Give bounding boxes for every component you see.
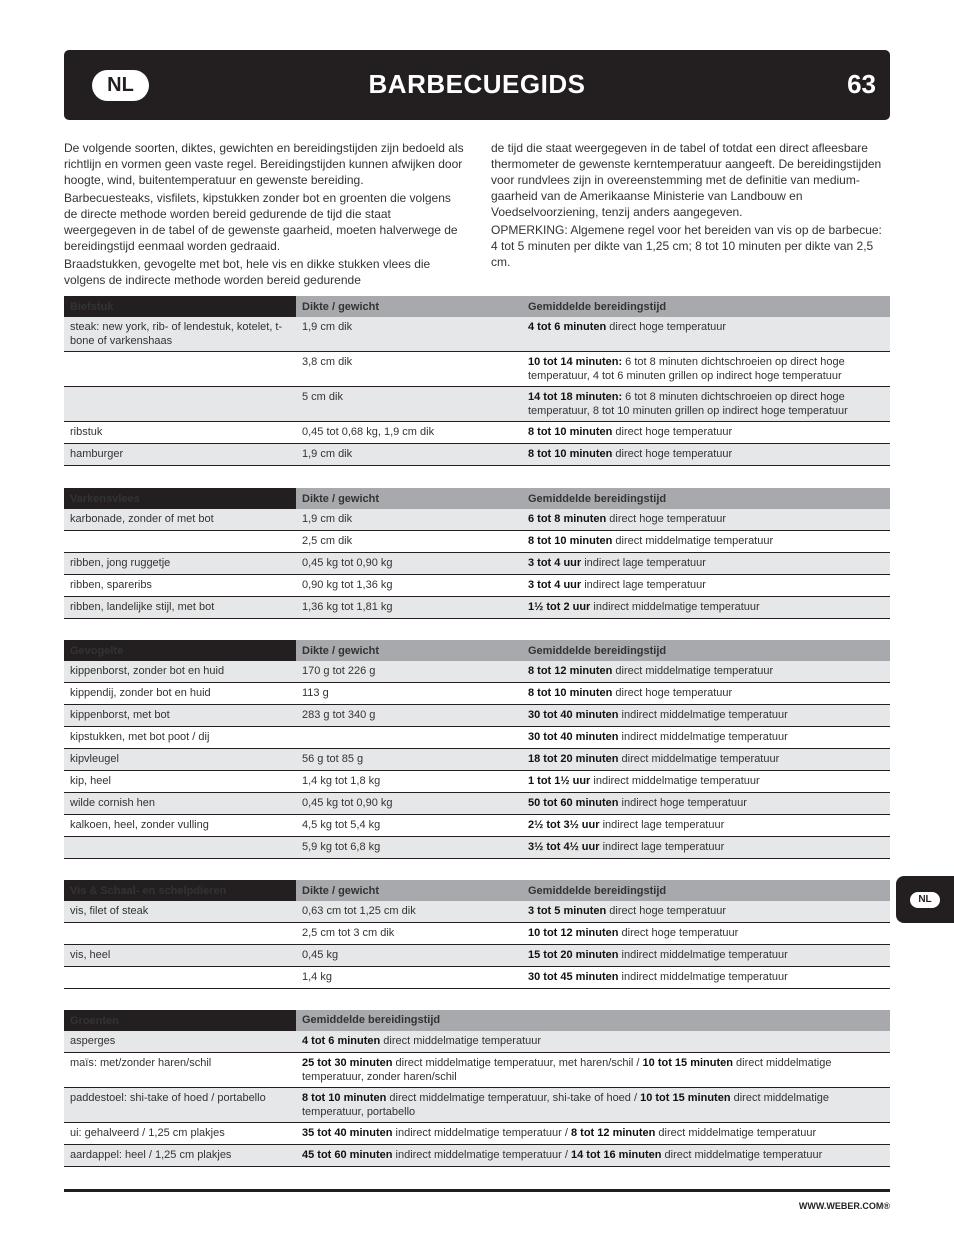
- row-time: [522, 509, 890, 530]
- table-row: [64, 945, 890, 967]
- row-item: ribben, spareribs: [70, 579, 152, 591]
- row-item: ribben, landelijke stijl, met bot: [70, 601, 215, 613]
- time-text: 6 tot 8 minuten dichtschroeien op direct hoge temperatuur, 4 tot 6 minuten grillen op indirect hoge temperatuur: [528, 356, 845, 382]
- table-row: [64, 1123, 890, 1145]
- table-row: [64, 553, 890, 575]
- time-text: indirect middelmatige temperatuur: [618, 709, 788, 721]
- table-header-size: Dikte / gewicht: [302, 645, 380, 657]
- time-text: indirect lage temperatuur: [581, 557, 706, 569]
- table-row: [64, 1053, 890, 1088]
- row-item: kippendij, zonder bot en huid: [70, 687, 211, 699]
- side-language-label: NL: [910, 892, 940, 908]
- row-time: [296, 1088, 890, 1122]
- row-time: [522, 661, 890, 682]
- row-item: kalkoen, heel, zonder vulling: [70, 819, 209, 831]
- footer-divider: [64, 1189, 890, 1192]
- row-size: 0,45 kg: [302, 949, 339, 961]
- time-bold: 10 tot 15 minuten: [642, 1057, 733, 1069]
- row-time: [522, 444, 890, 465]
- time-bold: 3½ tot 4½ uur: [528, 841, 600, 853]
- time-text: direct middelmatige temperatuur: [618, 753, 780, 765]
- table-header-row: [64, 296, 890, 317]
- row-item: wilde cornish hen: [70, 797, 155, 809]
- row-time: [522, 575, 890, 596]
- table-header-time: Gemiddelde bereidingstijd: [528, 645, 667, 657]
- table-header-category: Varkensvlees: [64, 488, 296, 509]
- time-bold: 30 tot 40 minuten: [528, 731, 619, 743]
- time-bold: 3 tot 5 minuten: [528, 905, 607, 917]
- time-text: indirect middelmatige temperatuur /: [392, 1149, 571, 1161]
- time-text: direct hoge temperatuur: [606, 905, 727, 917]
- intro-right-column: [491, 140, 891, 272]
- row-item: asperges: [70, 1035, 116, 1047]
- time-text: direct middelmatige temperatuur, zonder haren/schil: [302, 1057, 832, 1083]
- side-language-tab: [896, 876, 954, 923]
- time-text: direct middelmatige temperatuur: [612, 665, 774, 677]
- intro-paragraph: OPMERKING: Algemene regel voor het bereiden van vis op de barbecue: 4 tot 5 minuten per dikte van 1,25 cm; 8 tot 10 minuten per dikte van 2,5 cm.: [491, 223, 882, 269]
- time-bold: 8 tot 12 minuten: [571, 1127, 656, 1139]
- page-number: 63: [847, 69, 876, 99]
- row-item: [64, 837, 296, 858]
- row-time: [522, 945, 890, 966]
- table-header-row: [64, 1010, 890, 1031]
- time-bold: 25 tot 30 minuten: [302, 1057, 393, 1069]
- row-item: [64, 352, 296, 386]
- table-row: [64, 422, 890, 444]
- row-time: [522, 837, 890, 858]
- row-time: [522, 901, 890, 922]
- table-row: [64, 705, 890, 727]
- row-time: [522, 705, 890, 726]
- time-text: direct middelmatige temperatuur: [655, 1127, 817, 1139]
- time-text: indirect middelmatige temperatuur: [590, 775, 760, 787]
- row-item: hamburger: [70, 448, 124, 460]
- row-size: 1,36 kg tot 1,81 kg: [302, 601, 393, 613]
- table-varkensvlees: [64, 488, 890, 619]
- row-time: [522, 352, 890, 386]
- footer-url: WWW.WEBER.COM®: [798, 1201, 890, 1211]
- table-groenten: [64, 1010, 890, 1167]
- row-item: vis, heel: [70, 949, 111, 961]
- row-time: [522, 793, 890, 814]
- time-bold: 8 tot 10 minuten: [528, 448, 613, 460]
- table-row: [64, 837, 890, 859]
- row-time: [296, 1123, 890, 1144]
- row-item: [64, 923, 296, 944]
- table-row: [64, 352, 890, 387]
- row-size: 2,5 cm dik: [302, 535, 353, 547]
- row-size: 0,90 kg tot 1,36 kg: [302, 579, 393, 591]
- time-bold: 4 tot 6 minuten: [302, 1035, 381, 1047]
- time-bold: 8 tot 10 minuten: [528, 535, 613, 547]
- time-text: indirect middelmatige temperatuur: [618, 971, 788, 983]
- row-item: [64, 531, 296, 552]
- page-title: BARBECUEGIDS: [368, 69, 586, 99]
- time-text: direct hoge temperatuur: [612, 448, 733, 460]
- time-bold: 3 tot 4 uur: [528, 557, 582, 569]
- time-bold: 14 tot 18 minuten:: [528, 391, 623, 403]
- row-time: [522, 749, 890, 770]
- row-time: [522, 815, 890, 836]
- time-text: direct middelmatige temperatuur, portabello: [302, 1092, 829, 1118]
- row-item: vis, filet of steak: [70, 905, 149, 917]
- table-header-size: Dikte / gewicht: [302, 885, 380, 897]
- row-time: [522, 923, 890, 944]
- table-row: [64, 923, 890, 945]
- row-item: ribben, jong ruggetje: [70, 557, 171, 569]
- time-bold: 18 tot 20 minuten: [528, 753, 619, 765]
- row-size: 2,5 cm tot 3 cm dik: [302, 927, 395, 939]
- row-time: [522, 422, 890, 443]
- time-text: direct middelmatige temperatuur: [612, 535, 774, 547]
- table-row: [64, 901, 890, 923]
- table-biefstuk: [64, 296, 890, 466]
- row-item: kippenborst, zonder bot en huid: [70, 665, 225, 677]
- page-header: [64, 50, 890, 120]
- time-bold: 3 tot 4 uur: [528, 579, 582, 591]
- row-item: aardappel: heel / 1,25 cm plakjes: [70, 1149, 232, 1161]
- table-header-time: Gemiddelde bereidingstijd: [528, 493, 667, 505]
- table-header-row: [64, 640, 890, 661]
- time-text: direct hoge temperatuur: [618, 927, 739, 939]
- time-bold: 15 tot 20 minuten: [528, 949, 619, 961]
- row-size: 0,45 kg tot 0,90 kg: [302, 797, 393, 809]
- time-text: indirect middelmatige temperatuur: [590, 601, 760, 613]
- row-time: [522, 771, 890, 792]
- row-size: 0,63 cm tot 1,25 cm dik: [302, 905, 416, 917]
- row-size: 283 g tot 340 g: [302, 709, 376, 721]
- table-header-time: Gemiddelde bereidingstijd: [528, 301, 667, 313]
- row-time: [522, 317, 890, 351]
- table-row: [64, 793, 890, 815]
- time-text: indirect middelmatige temperatuur: [618, 731, 788, 743]
- row-time: [522, 727, 890, 748]
- table-row: [64, 771, 890, 793]
- time-text: indirect lage temperatuur: [581, 579, 706, 591]
- time-text: indirect middelmatige temperatuur /: [392, 1127, 571, 1139]
- row-time: [296, 1053, 890, 1087]
- time-bold: 1½ tot 2 uur: [528, 601, 591, 613]
- table-row: [64, 727, 890, 749]
- row-size: 5,9 kg tot 6,8 kg: [302, 841, 381, 853]
- intro-paragraph: Barbecuesteaks, visfilets, kipstukken zonder bot en groenten die volgens de directe methode worden bereid gedurende de tijd die staat weergegeven in de tabel of de gewenste gaarheid, moeten halverwege de bereidingstijd eenmaal worden gedraaid.: [64, 191, 458, 253]
- time-bold: 10 tot 15 minuten: [640, 1092, 731, 1104]
- row-item: [64, 967, 296, 988]
- row-item: ui: gehalveerd / 1,25 cm plakjes: [70, 1127, 225, 1139]
- row-time: [522, 387, 890, 421]
- time-text: indirect lage temperatuur: [599, 819, 725, 831]
- row-size: 1,9 cm dik: [302, 513, 353, 525]
- row-size: 113 g: [302, 687, 329, 699]
- row-time: [522, 531, 890, 552]
- row-item: kipvleugel: [70, 753, 119, 765]
- row-size: 1,9 cm dik: [302, 321, 353, 333]
- time-bold: 50 tot 60 minuten: [528, 797, 619, 809]
- row-size: 5 cm dik: [302, 391, 343, 403]
- time-bold: 8 tot 10 minuten: [528, 687, 613, 699]
- table-row: [64, 509, 890, 531]
- time-bold: 4 tot 6 minuten: [528, 321, 607, 333]
- table-row: [64, 1145, 890, 1167]
- table-row: [64, 1088, 890, 1123]
- row-item: ribstuk: [70, 426, 103, 438]
- table-header-time: Gemiddelde bereidingstijd: [302, 1014, 441, 1026]
- time-bold: 1 tot 1½ uur: [528, 775, 591, 787]
- time-bold: 30 tot 45 minuten: [528, 971, 619, 983]
- row-size: [296, 727, 522, 748]
- row-size: 56 g tot 85 g: [302, 753, 364, 765]
- table-header-size: Dikte / gewicht: [302, 301, 380, 313]
- time-bold: 10 tot 12 minuten: [528, 927, 619, 939]
- time-text: direct middelmatige temperatuur: [380, 1035, 542, 1047]
- intro-left-column: [64, 140, 464, 290]
- table-row: [64, 967, 890, 989]
- row-time: [522, 597, 890, 618]
- row-time: [522, 553, 890, 574]
- time-text: direct middelmatige temperatuur, shi-take of hoed /: [386, 1092, 641, 1104]
- row-item: kippenborst, met bot: [70, 709, 170, 721]
- language-badge: NL: [92, 70, 149, 101]
- row-time: [522, 683, 890, 704]
- row-size: 1,9 cm dik: [302, 448, 353, 460]
- row-size: 0,45 tot 0,68 kg, 1,9 cm dik: [302, 426, 435, 438]
- intro-paragraph: De volgende soorten, diktes, gewichten en bereidingstijden zijn bedoeld als richtlijn en vormen geen vaste regel. Bereidingstijden kunnen afwijken door hoogte, wind, buitentemperatuur en gewenste bereiding.: [64, 141, 464, 187]
- intro-paragraph: de tijd die staat weergegeven in de tabel of totdat een direct afleesbare thermometer de gewenste kerntemperatuur aangeeft. De bereidingstijden voor rundvlees zijn in overeenstemming met de definitie van medium-gaarheid van de Amerikaanse Ministerie van Landbouw en Voedselvoorziening, tenzij anders aangegeven.: [491, 141, 882, 219]
- time-text: 6 tot 8 minuten dichtschroeien op direct hoge temperatuur, 8 tot 10 minuten grillen op indirect hoge temperatuur: [528, 391, 848, 417]
- time-text: direct hoge temperatuur: [612, 687, 733, 699]
- row-size: 170 g tot 226 g: [302, 665, 376, 677]
- table-header-category: Vis & Schaal- en schelpdieren: [64, 880, 296, 901]
- row-size: 1,4 kg tot 1,8 kg: [302, 775, 381, 787]
- time-text: direct middelmatige temperatuur: [661, 1149, 823, 1161]
- time-bold: 8 tot 12 minuten: [528, 665, 613, 677]
- time-bold: 6 tot 8 minuten: [528, 513, 607, 525]
- table-row: [64, 661, 890, 683]
- time-text: direct middelmatige temperatuur, met haren/schil /: [392, 1057, 643, 1069]
- row-time: [296, 1031, 890, 1052]
- intro-paragraph: Braadstukken, gevogelte met bot, hele vis en dikke stukken vlees die volgens de indirecte methode worden bereid gedurende: [64, 257, 431, 287]
- row-time: [296, 1145, 890, 1166]
- time-text: direct hoge temperatuur: [606, 321, 727, 333]
- row-time: [522, 967, 890, 988]
- time-bold: 8 tot 10 minuten: [302, 1092, 387, 1104]
- table-gevogelte: [64, 640, 890, 859]
- row-item: kipstukken, met bot poot / dij: [70, 731, 210, 743]
- table-header-size: Dikte / gewicht: [302, 493, 380, 505]
- table-row: [64, 815, 890, 837]
- row-item: karbonade, zonder of met bot: [70, 513, 214, 525]
- table-header-category: Biefstuk: [64, 296, 296, 317]
- table-row: [64, 575, 890, 597]
- table-row: [64, 683, 890, 705]
- row-item: maïs: met/zonder haren/schil: [70, 1057, 212, 1069]
- time-bold: 10 tot 14 minuten:: [528, 356, 623, 368]
- time-bold: 14 tot 16 minuten: [571, 1149, 662, 1161]
- time-bold: 35 tot 40 minuten: [302, 1127, 393, 1139]
- row-item: steak: new york, rib- of lendestuk, kotelet, t-bone of varkenshaas: [70, 321, 283, 347]
- table-header-row: [64, 880, 890, 901]
- table-header-row: [64, 488, 890, 509]
- row-size: 3,8 cm dik: [302, 356, 353, 368]
- table-header-category: Gevogelte: [64, 640, 296, 661]
- table-row: [64, 444, 890, 466]
- table-header-time: Gemiddelde bereidingstijd: [528, 885, 667, 897]
- row-item: paddestoel: shi-take of hoed / portabello: [70, 1092, 266, 1104]
- time-bold: 2½ tot 3½ uur: [528, 819, 600, 831]
- row-size: 1,4 kg: [302, 971, 332, 983]
- time-text: indirect lage temperatuur: [599, 841, 725, 853]
- time-text: direct hoge temperatuur: [612, 426, 733, 438]
- row-size: 4,5 kg tot 5,4 kg: [302, 819, 381, 831]
- row-size: 0,45 kg tot 0,90 kg: [302, 557, 393, 569]
- table-row: [64, 597, 890, 619]
- row-item: [64, 387, 296, 421]
- table-vis: [64, 880, 890, 989]
- table-row: [64, 317, 890, 352]
- row-item: kip, heel: [70, 775, 111, 787]
- table-row: [64, 531, 890, 553]
- table-row: [64, 749, 890, 771]
- table-header-category: Groenten: [64, 1010, 296, 1031]
- table-row: [64, 1031, 890, 1053]
- time-bold: 30 tot 40 minuten: [528, 709, 619, 721]
- table-row: [64, 387, 890, 422]
- time-text: direct hoge temperatuur: [606, 513, 727, 525]
- time-text: indirect middelmatige temperatuur: [618, 949, 788, 961]
- time-text: indirect hoge temperatuur: [618, 797, 747, 809]
- time-bold: 45 tot 60 minuten: [302, 1149, 393, 1161]
- time-bold: 8 tot 10 minuten: [528, 426, 613, 438]
